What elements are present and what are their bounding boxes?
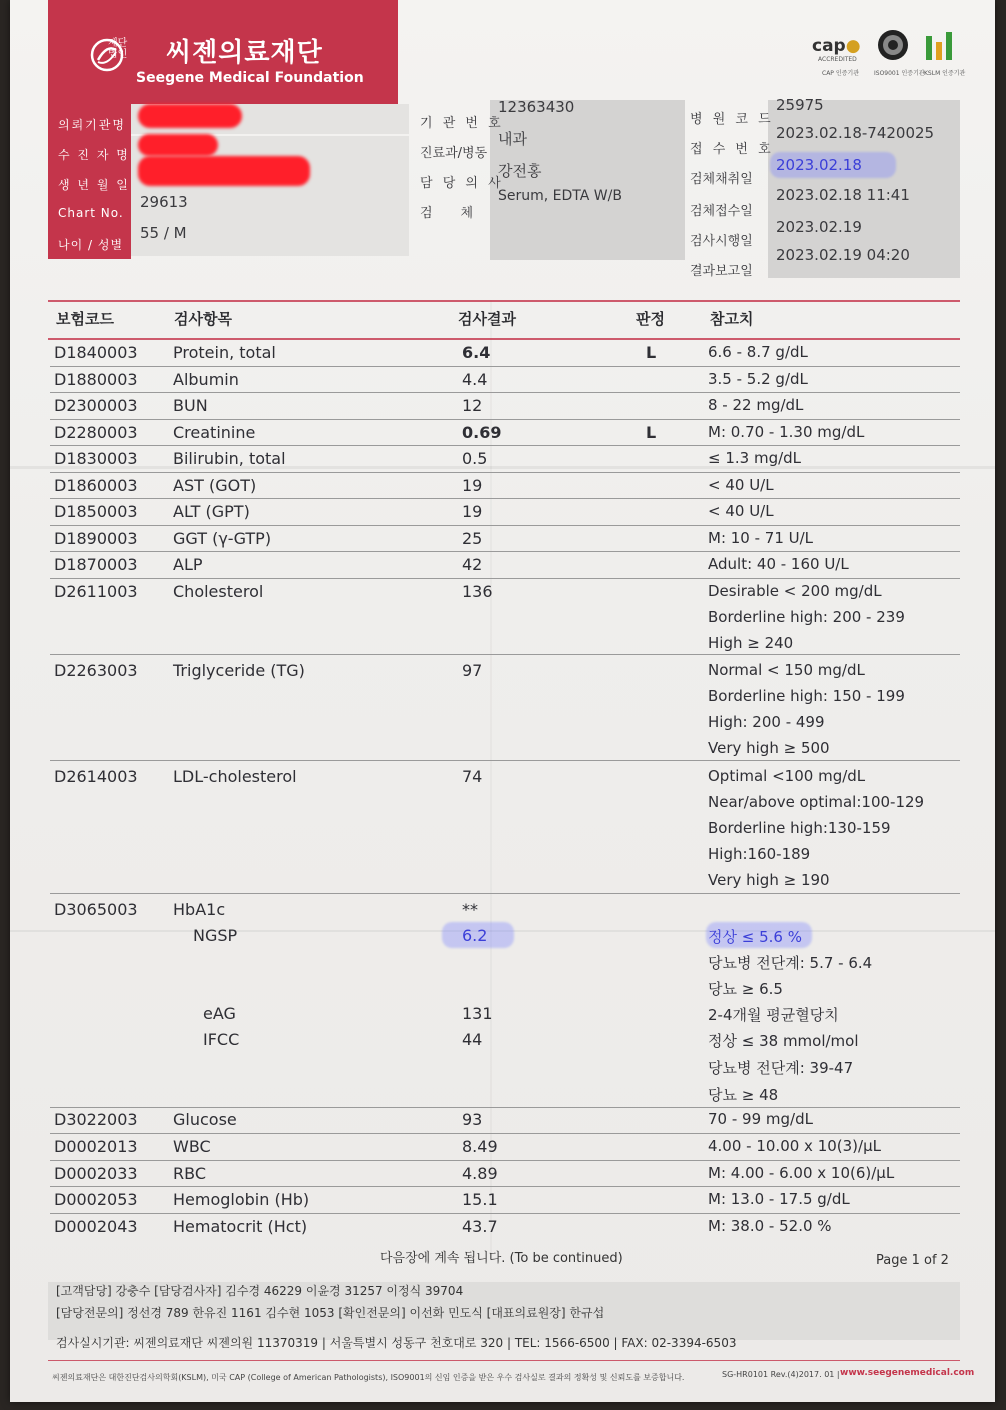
cell-subtest: IFCC [203, 1030, 240, 1049]
cell-result: 74 [462, 767, 483, 786]
label-age-sex: 나이 / 성별 [58, 238, 124, 252]
cell-code: D1880003 [54, 370, 138, 389]
cell-reference: High: 200 - 499 [708, 713, 825, 731]
cell-result: 43.7 [462, 1217, 498, 1236]
cell-reference: M: 13.0 - 17.5 g/dL [708, 1190, 850, 1208]
cell-result: 4.4 [462, 370, 488, 389]
cell-result: 136 [462, 582, 493, 601]
cell-reference: Very high ≥ 500 [708, 739, 830, 757]
row-divider [50, 445, 960, 446]
cell-reference: Adult: 40 - 160 U/L [708, 555, 849, 573]
row-divider [50, 472, 960, 473]
cell-reference: 70 - 99 mg/dL [708, 1110, 813, 1128]
institution-code-value: 12363430 [498, 98, 575, 116]
cell-reference: High:160-189 [708, 845, 811, 863]
website-link[interactable]: www.seegenemedical.com [840, 1368, 975, 1378]
cell-code: D2614003 [54, 767, 138, 786]
cell-reference: 당뇨 ≥ 6.5 [708, 980, 783, 998]
cell-result: 12 [462, 396, 483, 415]
kslm-caption: KSLM 인증기관 [924, 70, 966, 77]
age-sex-value: 55 / M [140, 224, 187, 242]
brand-header [48, 0, 398, 104]
lab-address: 검사실시기관: 씨젠의료재단 씨젠의원 11370319 | 서울특별시 성동구 천호대로 320 | TEL: 1566-6500 | FAX: 02-3394-6503 [56, 1336, 737, 1350]
cell-test-name: WBC [173, 1137, 211, 1156]
staff-line-2: [담당전문의] 정선경 789 한유진 1161 김수현 1053 [확인전문의] 이선화 민도식 [대표의료원장] 한규섭 [56, 1306, 605, 1320]
cap-logo: cap● [812, 36, 861, 56]
table-row-hba1c [50, 900, 960, 1105]
col-insurance-code: 보험코드 [56, 310, 114, 328]
cell-code: D1890003 [54, 529, 138, 548]
continued-note: 다음장에 계속 됩니다. (To be continued) [380, 1251, 623, 1266]
cell-result: 97 [462, 661, 483, 680]
row-divider [50, 419, 960, 420]
cell-code: D0002043 [54, 1217, 138, 1236]
cell-result: 19 [462, 476, 483, 495]
kslm-logo-icon [924, 28, 956, 62]
cell-test-name: ALT (GPT) [173, 502, 250, 521]
brand-name-korean: 씨젠의료재단 [166, 38, 323, 68]
cell-reference: High ≥ 240 [708, 634, 794, 652]
form-code: SG-HR0101 Rev.(4)2017. 01 | [722, 1370, 840, 1379]
cell-reference: 8 - 22 mg/dL [708, 396, 804, 414]
table-row [50, 767, 960, 887]
cell-code: D1860003 [54, 476, 138, 495]
cell-result: 0.5 [462, 449, 488, 468]
cell-result: 42 [462, 555, 483, 574]
table-row [50, 582, 960, 658]
label-institution-code: 기 관 번 호 [420, 116, 504, 131]
cell-result: 4.89 [462, 1164, 498, 1183]
footer-line [48, 1360, 960, 1361]
label-specimen: 검체 [420, 206, 502, 221]
cell-result: 0.69 [462, 423, 502, 442]
cell-reference: 당뇨병 전단계: 5.7 - 6.4 [708, 954, 873, 972]
cell-code: D3022003 [54, 1110, 138, 1129]
report-date-value: 2023.02.19 04:20 [776, 246, 910, 264]
row-divider [50, 1160, 960, 1161]
cell-reference: Near/above optimal:100-129 [708, 793, 925, 811]
cell-test-name: Protein, total [173, 343, 276, 362]
col-reference: 참고치 [710, 310, 754, 328]
cap-accredited-label: ACCREDITED [818, 56, 857, 63]
cell-reference: Very high ≥ 190 [708, 871, 830, 889]
cell-test-name: Hemoglobin (Hb) [173, 1190, 310, 1209]
redaction-mark [138, 156, 310, 186]
cell-test-name: Albumin [173, 370, 239, 389]
cell-test-name: HbA1c [173, 900, 226, 919]
cell-result: 25 [462, 529, 483, 548]
cell-test-name: BUN [173, 396, 208, 415]
cell-result: 15.1 [462, 1190, 498, 1209]
table-row [50, 661, 960, 761]
cell-result: 93 [462, 1110, 483, 1129]
row-divider [50, 1186, 960, 1187]
label-institution: 의뢰기관명 [58, 118, 126, 132]
redaction-mark [138, 104, 242, 128]
cell-reference: Optimal <100 mg/dL [708, 767, 866, 785]
cell-code: D0002053 [54, 1190, 138, 1209]
label-doctor: 담 당 의 사 [420, 176, 504, 191]
row-divider [50, 498, 960, 499]
accreditation-note: 씨젠의료재단은 대한진단검사의학회(KSLM), 미국 CAP (College of American Pathologists), ISO9001의 신임 인증을 받은 우수 검사실로 결과의 정확성 및 신뢰도를 보증합니다. [52, 1373, 685, 1382]
cell-test-name: Triglyceride (TG) [173, 661, 305, 680]
label-chart-no: Chart No. [58, 206, 124, 220]
cell-subtest: eAG [203, 1004, 236, 1023]
cell-reference: < 40 U/L [708, 502, 774, 520]
cell-reference: Normal < 150 mg/dL [708, 661, 865, 679]
label-department: 진료과/병동 [420, 146, 488, 161]
crease [10, 466, 995, 469]
cell-result: 6.4 [462, 343, 491, 362]
cell-reference: ≤ 1.3 mg/dL [708, 449, 802, 467]
row-divider [50, 525, 960, 526]
doctor-value: 강전홍 [498, 162, 542, 180]
test-date-value: 2023.02.19 [776, 218, 862, 236]
cell-reference: Borderline high: 150 - 199 [708, 687, 905, 705]
cell-reference: M: 10 - 71 U/L [708, 529, 814, 547]
cell-reference: M: 4.00 - 6.00 x 10(6)/μL [708, 1164, 895, 1182]
cell-test-name: Bilirubin, total [173, 449, 286, 468]
cell-code: D2300003 [54, 396, 138, 415]
label-collection-date: 검체채취일 [690, 172, 753, 187]
cell-code: D2611003 [54, 582, 138, 601]
header-top-line [48, 300, 960, 302]
brand-prefix: 재단 법인 [108, 38, 128, 60]
cell-reference: Borderline high: 200 - 239 [708, 608, 905, 626]
brand-name-english: Seegene Medical Foundation [136, 70, 364, 86]
cell-reference: 당뇨 ≥ 48 [708, 1086, 779, 1104]
cell-reference: 4.00 - 10.00 x 10(3)/μL [708, 1137, 881, 1155]
cell-code: D0002033 [54, 1164, 138, 1183]
col-result: 검사결과 [458, 310, 516, 328]
label-report-date: 결과보고일 [690, 264, 753, 279]
row-divider [50, 654, 960, 655]
cell-reference: 정상 ≤ 38 mmol/mol [708, 1032, 859, 1050]
label-birthdate: 생 년 월 일 [58, 178, 130, 192]
cell-reference: 6.6 - 8.7 g/dL [708, 343, 808, 361]
cell-result: 44 [462, 1030, 483, 1049]
cell-flag: L [646, 423, 657, 442]
cell-test-name: ALP [173, 555, 203, 574]
cell-reference: 정상 ≤ 5.6 % [708, 928, 802, 946]
row-divider [50, 1107, 960, 1108]
cell-subtest: NGSP [193, 926, 238, 945]
cell-test-name: Cholesterol [173, 582, 264, 601]
cell-result: 6.2 [462, 926, 488, 945]
cell-code: D1830003 [54, 449, 138, 468]
cell-code: D1840003 [54, 343, 138, 362]
specimen-value: Serum, EDTA W/B [498, 188, 622, 204]
row-divider [50, 1213, 960, 1214]
receive-date-value: 2023.02.18 11:41 [776, 186, 910, 204]
cell-result: ** [462, 900, 478, 919]
department-value: 내과 [498, 130, 527, 148]
cell-code: D1870003 [54, 555, 138, 574]
cell-reference: 2-4개월 평균혈당치 [708, 1006, 839, 1024]
row-divider [50, 1133, 960, 1134]
cap-caption: CAP 인증기관 [822, 70, 860, 77]
header-bottom-line [48, 338, 960, 340]
report-paper [10, 0, 995, 1402]
cell-test-name: Creatinine [173, 423, 256, 442]
cell-code: D2263003 [54, 661, 138, 680]
cell-result: 19 [462, 502, 483, 521]
cell-reference: Borderline high:130-159 [708, 819, 891, 837]
row-divider [50, 366, 960, 367]
redaction-mark [138, 134, 218, 156]
label-patient-name: 수 진 자 명 [58, 148, 130, 162]
row-divider [50, 893, 960, 894]
cell-reference: M: 38.0 - 52.0 % [708, 1217, 832, 1235]
hospital-code-value: 25975 [776, 96, 824, 114]
cell-code: D1850003 [54, 502, 138, 521]
row-divider [50, 760, 960, 761]
cell-flag: L [646, 343, 657, 362]
label-hospital-code: 병 원 코 드 [690, 112, 774, 127]
label-receive-date: 검체접수일 [690, 204, 753, 219]
cell-reference: Desirable < 200 mg/dL [708, 582, 882, 600]
cell-code: D3065003 [54, 900, 138, 919]
cell-reference: 3.5 - 5.2 g/dL [708, 370, 808, 388]
col-test-item: 검사항목 [174, 310, 232, 328]
cell-reference: M: 0.70 - 1.30 mg/dL [708, 423, 865, 441]
row-divider [50, 392, 960, 393]
col-judgement: 판정 [636, 310, 665, 328]
cell-test-name: AST (GOT) [173, 476, 257, 495]
label-receipt-no: 접 수 번 호 [690, 142, 774, 157]
cell-result: 131 [462, 1004, 493, 1023]
iso-caption: ISO9001 인증기관 [874, 70, 925, 77]
iso-seal-icon [876, 28, 910, 62]
receipt-no-value: 2023.02.18-7420025 [776, 124, 935, 142]
cell-code: D0002013 [54, 1137, 138, 1156]
chart-number-value: 29613 [140, 193, 188, 211]
cell-reference: < 40 U/L [708, 476, 774, 494]
cell-test-name: Glucose [173, 1110, 237, 1129]
staff-line-1: [고객담당] 강충수 [담당검사자] 김수경 46229 이윤경 31257 이정식 39704 [56, 1284, 464, 1298]
cell-test-name: Hematocrit (Hct) [173, 1217, 308, 1236]
cell-result: 8.49 [462, 1137, 498, 1156]
row-divider [50, 551, 960, 552]
cell-test-name: RBC [173, 1164, 206, 1183]
cell-test-name: GGT (γ-GTP) [173, 529, 272, 548]
cell-code: D2280003 [54, 423, 138, 442]
row-divider [50, 578, 960, 579]
cell-test-name: LDL-cholesterol [173, 767, 297, 786]
cell-reference: 당뇨병 전단계: 39-47 [708, 1059, 854, 1077]
label-test-date: 검사시행일 [690, 234, 753, 249]
patient-label-column [48, 104, 131, 259]
collection-date-value: 2023.02.18 [776, 156, 862, 174]
page-number: Page 1 of 2 [876, 1253, 949, 1268]
